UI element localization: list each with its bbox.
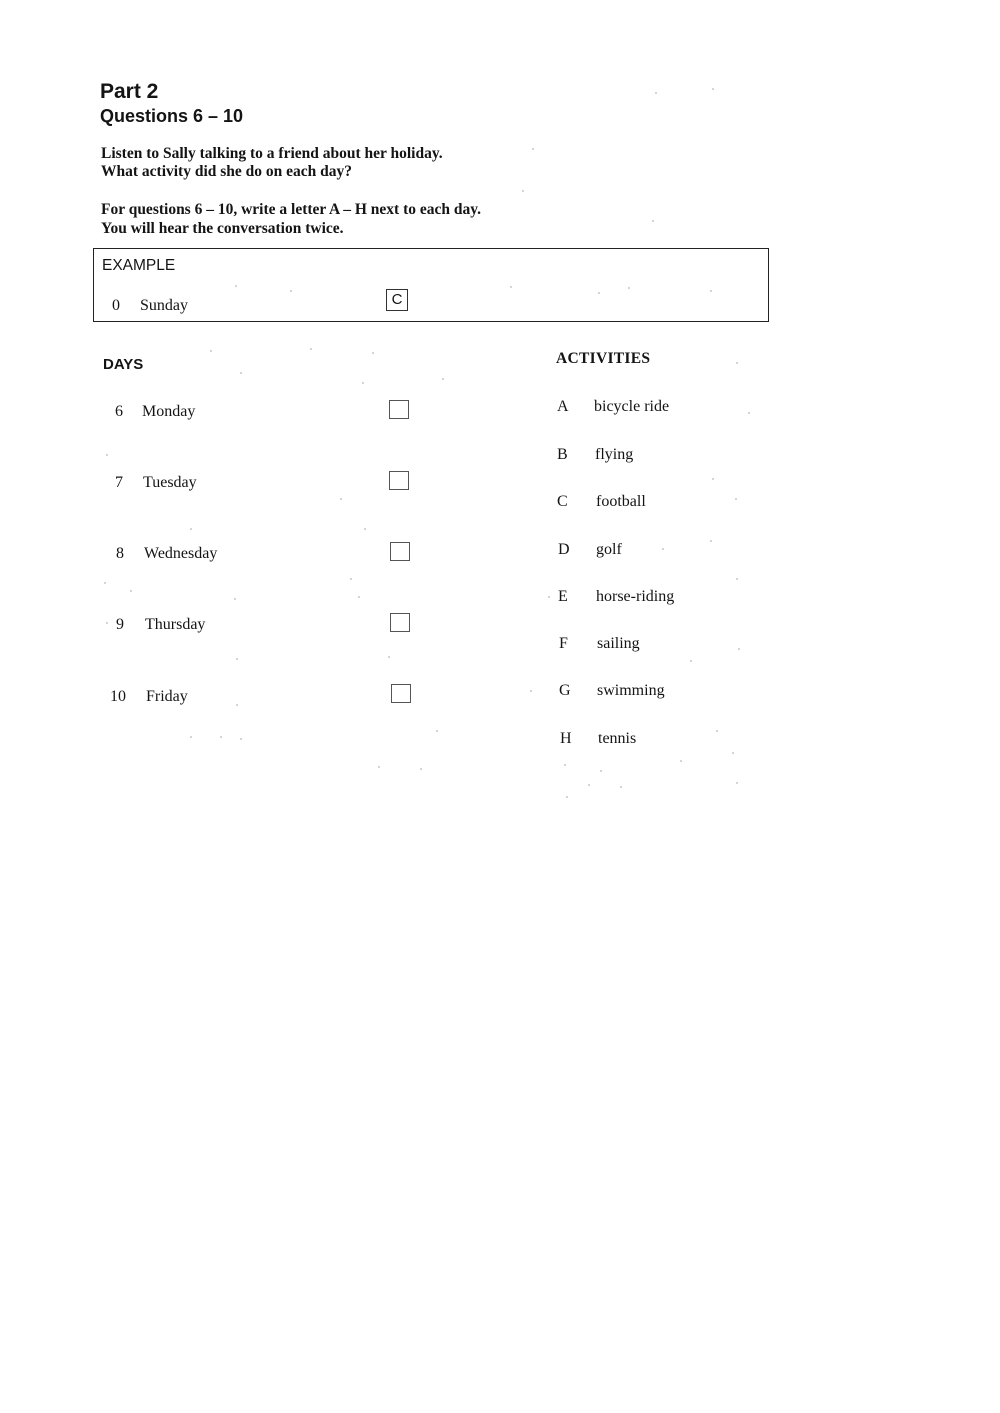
part-title: Part 2 [100, 80, 159, 103]
answer-box-9[interactable] [390, 613, 410, 632]
scan-speck [234, 598, 236, 600]
example-answer-box: C [386, 289, 408, 311]
example-day: Sunday [140, 297, 188, 314]
scan-speck [340, 498, 342, 500]
scan-speck [736, 782, 738, 784]
instruction-line-1: Listen to Sally talking to a friend about her holiday. [101, 145, 443, 162]
activity-letter: C [557, 493, 568, 510]
scan-speck [358, 596, 360, 598]
scan-speck [106, 454, 108, 456]
scan-speck [600, 770, 602, 772]
scan-speck [662, 548, 664, 550]
answer-box-7[interactable] [389, 471, 409, 490]
scan-speck [680, 760, 682, 762]
scan-speck [510, 286, 512, 288]
scan-speck [588, 784, 590, 786]
scan-speck [378, 766, 380, 768]
activity-letter: G [559, 682, 571, 699]
scan-speck [240, 738, 242, 740]
scan-speck [350, 578, 352, 580]
scan-speck [735, 498, 737, 500]
scan-speck [732, 752, 734, 754]
activity-name: tennis [598, 730, 637, 747]
scan-speck [388, 656, 390, 658]
scan-speck [652, 220, 654, 222]
example-box [93, 248, 769, 322]
scan-speck [362, 382, 364, 384]
scan-speck [372, 352, 374, 354]
activity-name: football [596, 493, 646, 510]
question-day: Tuesday [143, 474, 197, 491]
scan-speck [190, 736, 192, 738]
question-number: 7 [115, 474, 123, 491]
scan-speck [240, 372, 242, 374]
activity-name: swimming [597, 682, 665, 699]
scan-speck [310, 348, 312, 350]
scan-speck [548, 596, 550, 598]
example-number: 0 [112, 297, 120, 314]
activity-name: bicycle ride [594, 398, 670, 415]
question-day: Wednesday [144, 545, 218, 562]
scan-speck [710, 540, 712, 542]
scan-speck [130, 590, 132, 592]
activity-letter: D [558, 541, 570, 558]
question-day: Monday [142, 403, 196, 420]
question-day: Friday [146, 688, 188, 705]
activity-name: sailing [597, 635, 640, 652]
scan-speck [748, 412, 750, 414]
scan-speck [598, 292, 600, 294]
activities-heading: ACTIVITIES [556, 350, 651, 367]
scan-speck [442, 378, 444, 380]
activity-name: horse-riding [596, 588, 675, 605]
scan-speck [655, 92, 657, 94]
scan-speck [712, 478, 714, 480]
answer-box-10[interactable] [391, 684, 411, 703]
scan-speck [522, 190, 524, 192]
example-label: EXAMPLE [102, 257, 176, 274]
scan-speck [628, 287, 630, 289]
scan-speck [530, 690, 532, 692]
scan-speck [566, 796, 568, 798]
scan-speck [220, 736, 222, 738]
question-number: 6 [115, 403, 123, 420]
scan-speck [420, 768, 422, 770]
days-heading: DAYS [103, 356, 144, 373]
scan-speck [210, 350, 212, 352]
scan-speck [690, 660, 692, 662]
answer-box-8[interactable] [390, 542, 410, 561]
scan-speck [532, 148, 534, 150]
scan-speck [736, 362, 738, 364]
scan-speck [104, 582, 106, 584]
activity-letter: A [557, 398, 569, 415]
question-number: 9 [116, 616, 124, 633]
scan-speck [738, 648, 740, 650]
instruction-line-4: You will hear the conversation twice. [101, 220, 344, 237]
activity-letter: F [559, 635, 568, 652]
instruction-line-3: For questions 6 – 10, write a letter A – H next to each day. [101, 201, 482, 218]
scan-speck [564, 764, 566, 766]
instruction-line-2: What activity did she do on each day? [101, 163, 353, 180]
answer-box-6[interactable] [389, 400, 409, 419]
activity-name: flying [595, 446, 634, 463]
scan-speck [235, 285, 237, 287]
scan-speck [236, 704, 238, 706]
question-number: 8 [116, 545, 124, 562]
scan-speck [712, 88, 714, 90]
scan-speck [190, 528, 192, 530]
activity-name: golf [596, 541, 622, 558]
scan-speck [620, 786, 622, 788]
scan-speck [710, 290, 712, 292]
question-number: 10 [110, 688, 126, 705]
activity-letter: H [560, 730, 572, 747]
scan-speck [736, 578, 738, 580]
question-day: Thursday [145, 616, 206, 633]
scan-speck [290, 290, 292, 292]
activity-letter: E [558, 588, 568, 605]
scan-speck [716, 730, 718, 732]
scan-speck [106, 622, 108, 624]
scan-speck [436, 730, 438, 732]
activity-letter: B [557, 446, 568, 463]
scan-speck [364, 528, 366, 530]
questions-range-title: Questions 6 – 10 [100, 106, 244, 126]
scan-speck [236, 658, 238, 660]
